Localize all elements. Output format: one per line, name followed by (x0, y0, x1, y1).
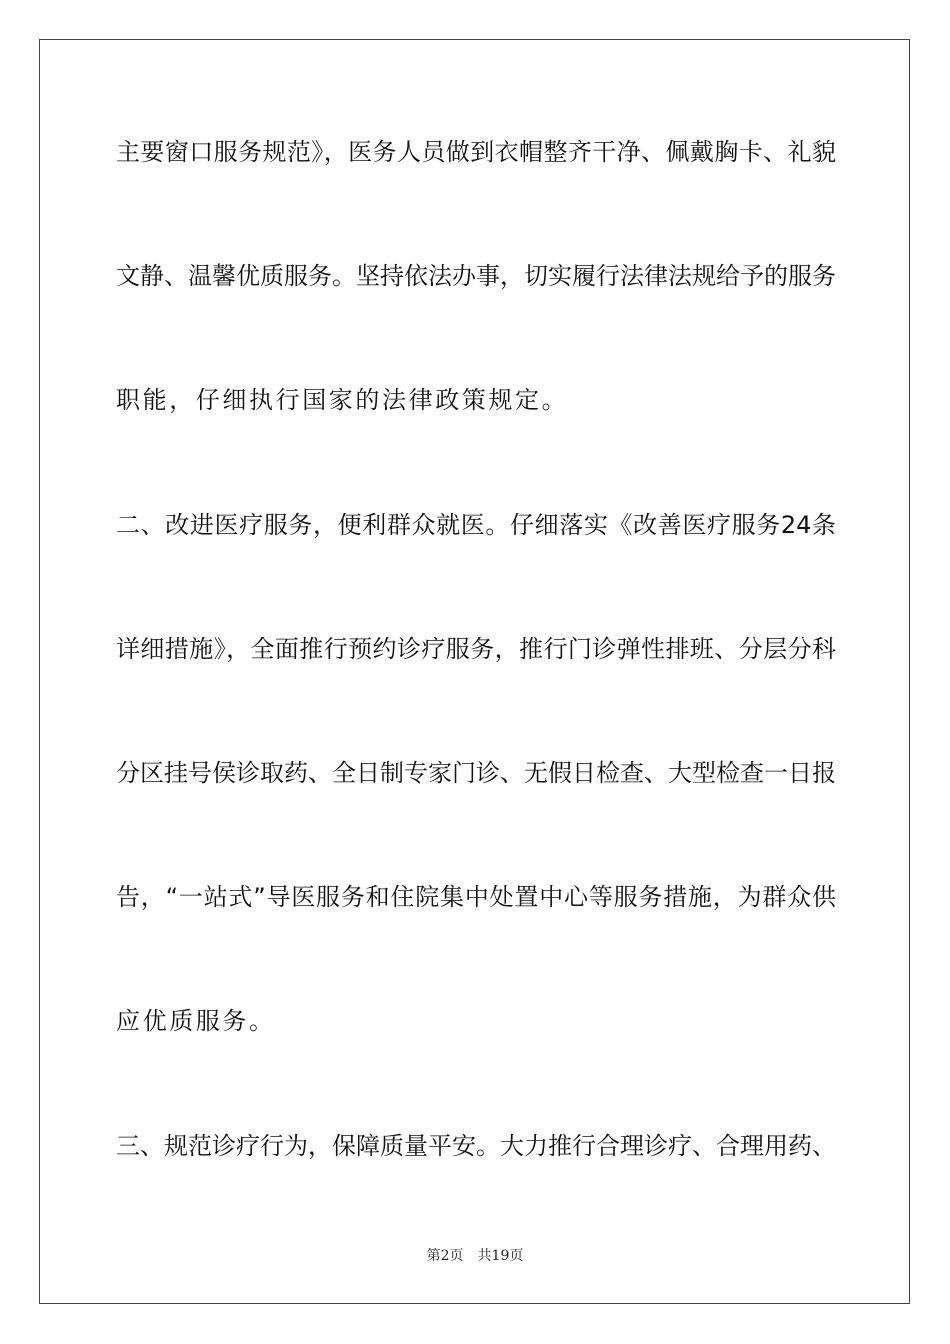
paragraph-line-7: 告，“一站式”导医服务和住院集中处置中心等服务措施，为群众供 (116, 883, 836, 911)
page-frame (39, 39, 910, 1304)
paragraph-line-2: 文静、温馨优质服务。坚持依法办事，切实履行法律法规给予的服务 (116, 262, 836, 290)
paragraph-line-3: 职能，仔细执行国家的法律政策规定。 (116, 386, 569, 414)
paragraph-line-1: 主要窗口服务规范》，医务人员做到衣帽整齐干净、佩戴胸卡、礼貌 (116, 138, 836, 166)
total-pages: 共19页 (477, 1248, 524, 1264)
paragraph-line-4: 二、改进医疗服务，便利群众就医。仔细落实《改善医疗服务24条 (116, 511, 836, 539)
page-number: 第2页 (426, 1248, 464, 1264)
paragraph-line-6: 分区挂号侯诊取药、全日制专家门诊、无假日检查、大型检查一日报 (116, 759, 836, 787)
page-footer (0, 1247, 950, 1265)
paragraph-line-5: 详细措施》，全面推行预约诊疗服务，推行门诊弹性排班、分层分科 (116, 635, 836, 663)
paragraph-line-8: 应优质服务。 (116, 1007, 276, 1035)
paragraph-line-9: 三、规范诊疗行为，保障质量平安。大力推行合理诊疗、合理用药、 (116, 1132, 836, 1160)
